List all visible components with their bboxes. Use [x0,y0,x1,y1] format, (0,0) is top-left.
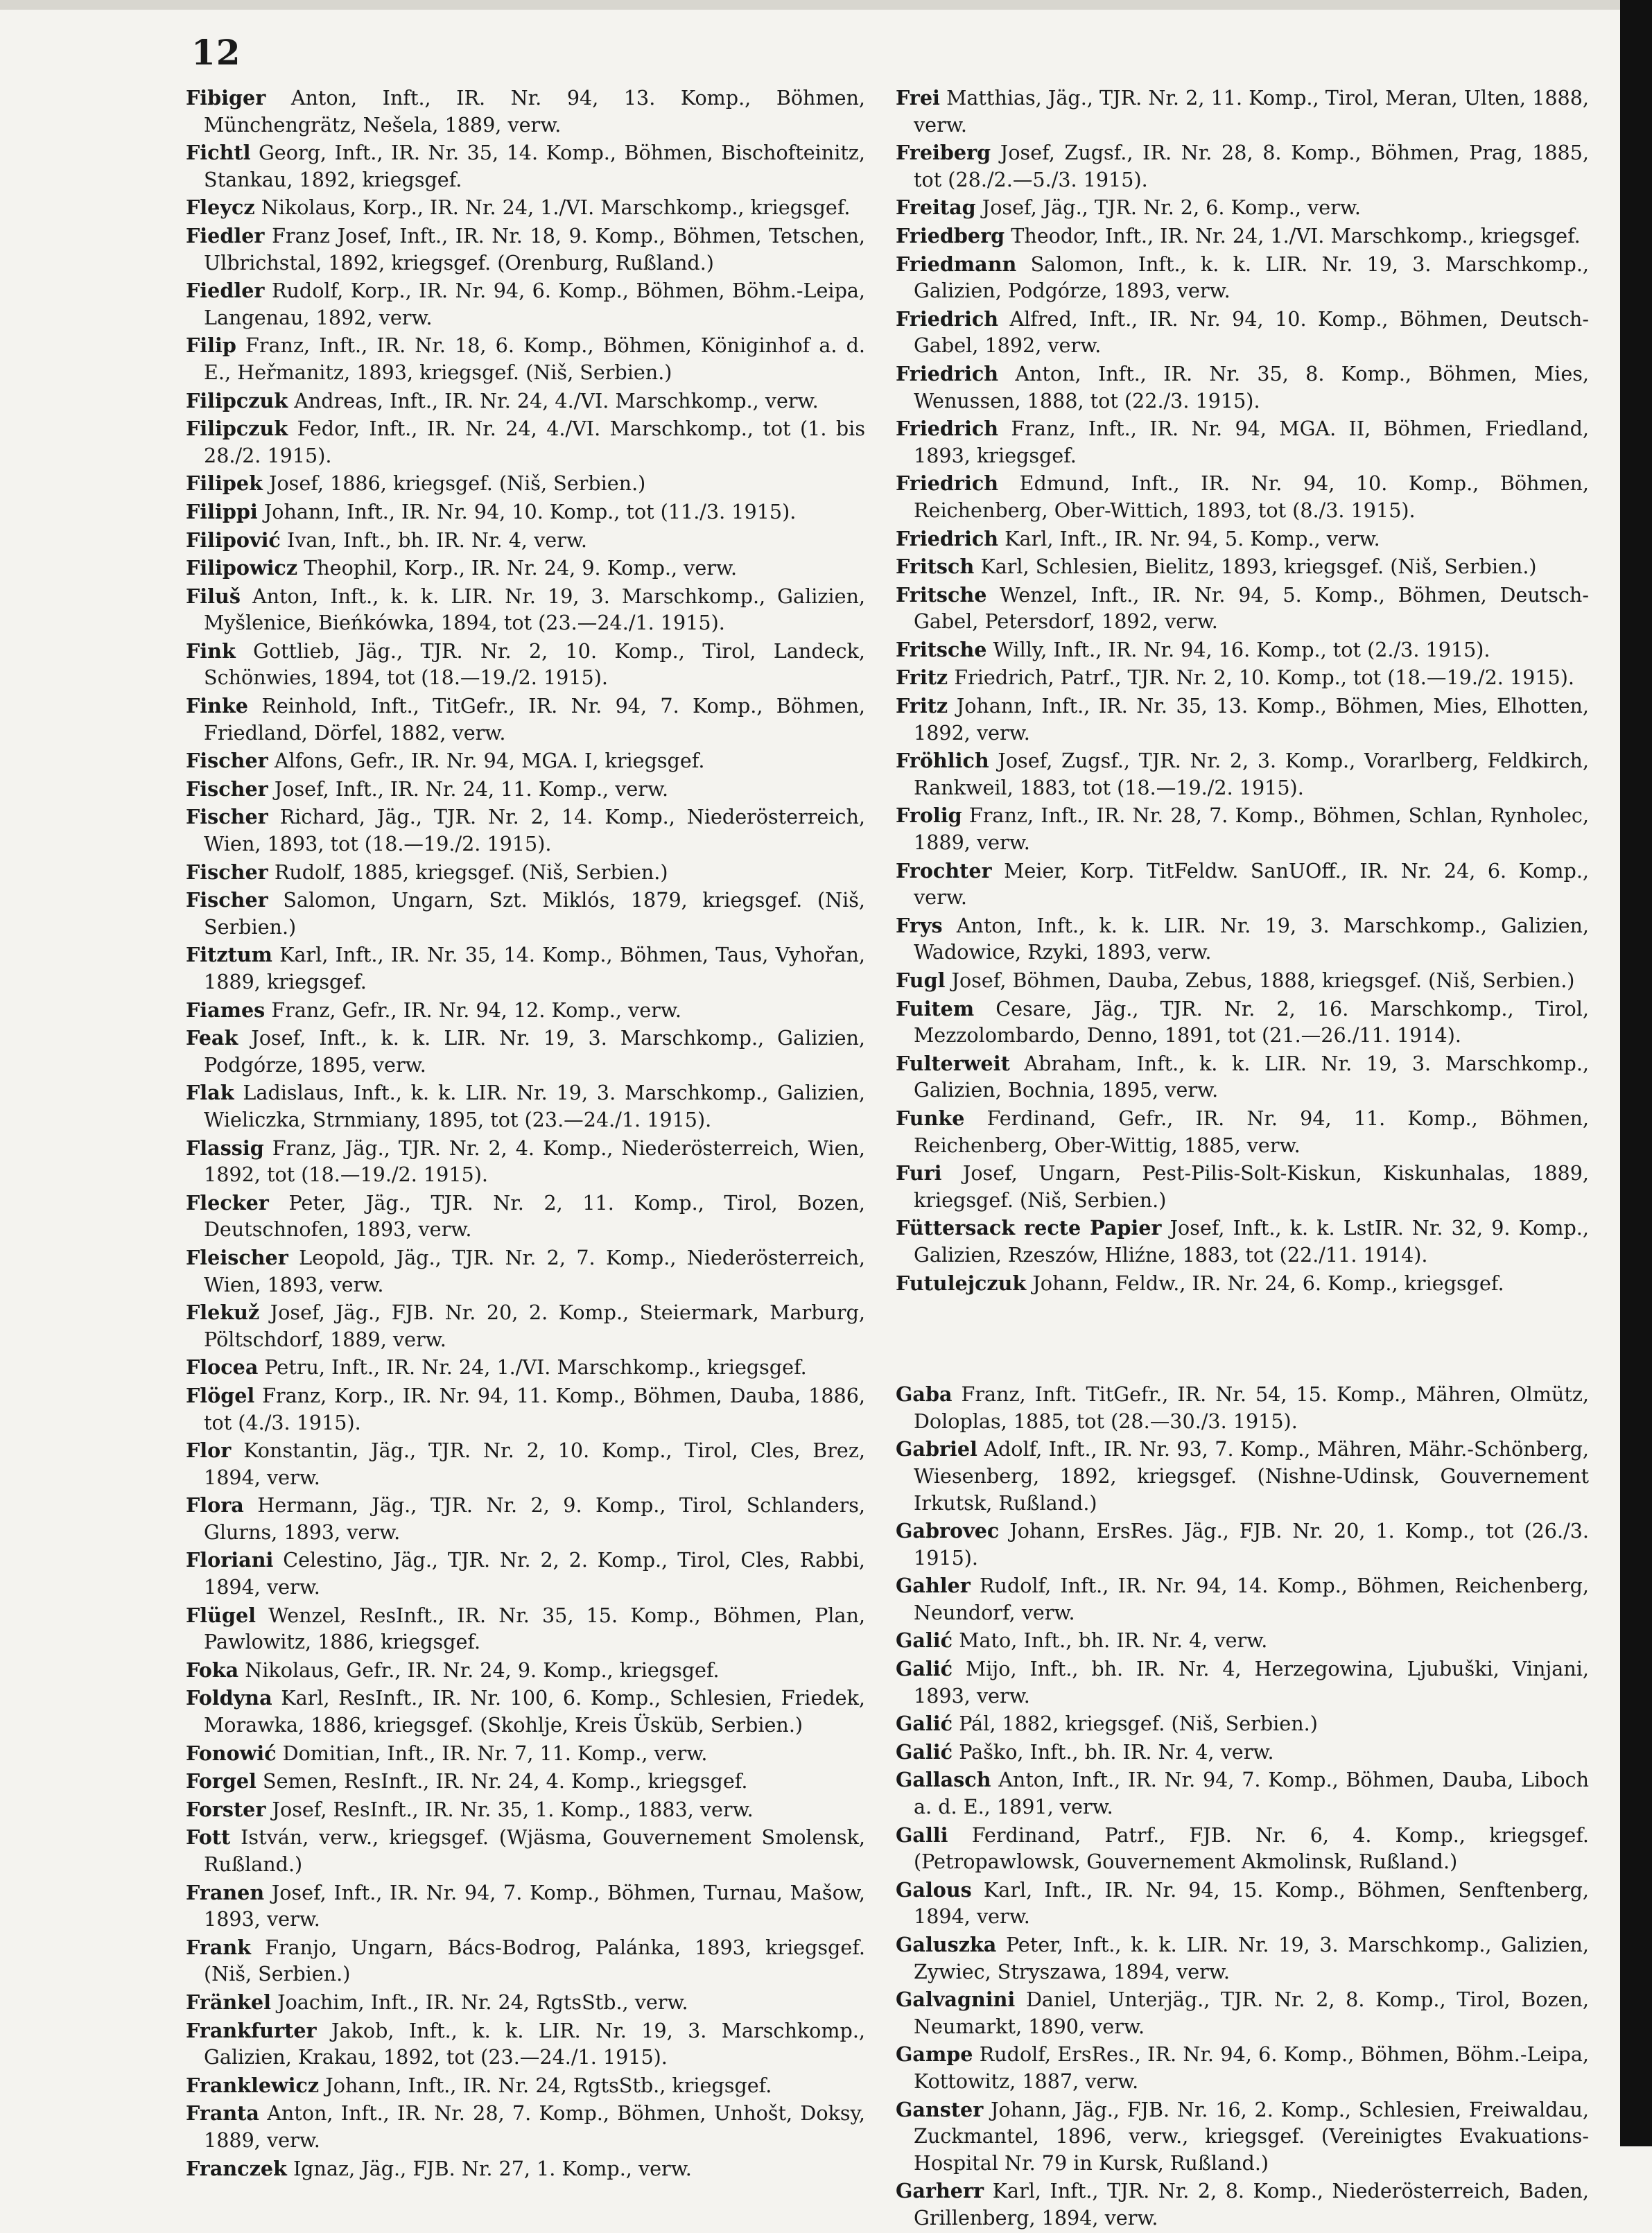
list-entry [186,1768,865,1795]
section-gap [896,1298,1589,1381]
entry-surname: Friedberg [896,223,1005,247]
list-entry [186,583,865,636]
list-entry [186,887,865,940]
list-entry [896,2041,1589,2094]
entry-surname: Friedrich [896,526,999,550]
entry-details: Anton, Inft., IR. Nr. 94, 13. Komp., Böhmen, Münchengrätz, Nešela, 1889, verw. [204,86,866,137]
entry-surname: Finke [186,694,248,718]
list-entry [186,803,865,857]
entry-details: Meier, Korp. TitFeldw. SanUOff., IR. Nr. 24, 6. Komp., verw. [914,858,1589,910]
entry-surname: Friedrich [896,361,999,385]
entry-details: Friedrich, Patrf., TJR. Nr. 2, 10. Komp., tot (18.—19./2. 1915). [954,666,1574,690]
list-entry [186,470,865,497]
entry-details: Franz, Korp., IR. Nr. 94, 11. Komp., Böhmen, Dauba, 1886, tot (4./3. 1915). [204,1383,866,1434]
entry-details: Karl, Inft., IR. Nr. 94, 5. Komp., verw. [1005,526,1380,550]
entry-surname: Floriani [186,1548,274,1572]
entry-details: Franz, Gefr., IR. Nr. 94, 12. Komp., verw. [271,998,681,1022]
entry-surname: Friedrich [896,417,999,441]
entry-details: Fedor, Inft., IR. Nr. 24, 4./VI. Marschkomp., tot (1. bis 28./2. 1915). [204,417,865,467]
entry-details: Hermann, Jäg., TJR. Nr. 2, 9. Komp., Tirol, Schlanders, Glurns, 1893, verw. [204,1493,865,1544]
entry-details: Johann, Inft., IR. Nr. 35, 13. Komp., Böhmen, Mies, Elhotten, 1892, verw. [914,694,1589,745]
entry-details: Josef, Inft., IR. Nr. 24, 11. Komp., verw. [274,776,669,801]
list-entry [186,941,865,995]
list-entry [186,1382,865,1436]
list-entry [896,664,1589,691]
list-entry [186,997,865,1024]
entry-surname: Ganster [896,2097,984,2121]
entry-details: Richard, Jäg., TJR. Nr. 2, 14. Komp., Niederösterreich, Wien, 1893, tot (18.—19./2. 1915). [204,805,866,856]
entry-surname: Frei [896,86,940,110]
list-entry [186,498,865,525]
entry-surname: Fritz [896,694,948,718]
entry-details: Rudolf, 1885, kriegsgef. (Niš, Serbien.) [274,860,668,884]
list-entry [186,1244,865,1298]
entry-details: Leopold, Jäg., TJR. Nr. 2, 7. Komp., Niederösterreich, Wien, 1893, verw. [204,1245,865,1296]
list-entry [896,1739,1589,1766]
list-entry [186,85,865,138]
entry-surname: Fleischer [186,1245,288,1269]
entry-surname: Filipek [186,471,263,496]
list-entry [896,1270,1589,1297]
right-column [896,85,1589,2233]
entry-surname: Gallasch [896,1768,991,1792]
entry-details: Reinhold, Inft., TitGefr., IR. Nr. 94, 7. Komp., Böhmen, Friedland, Dörfel, 1882, verw. [204,694,865,745]
entry-details: Karl, ResInft., IR. Nr. 100, 6. Komp., Schlesien, Friedek, Morawka, 1886, kriegsgef. (Skohlje, Kreis Üsküb, Serbien.) [204,1686,866,1737]
list-entry [186,1547,865,1600]
entry-surname: Fritz [896,666,948,690]
section-g [896,1381,1589,2231]
entry-details: Rudolf, Korp., IR. Nr. 94, 6. Komp., Böhmen, Böhm.-Leipa, Langenau, 1892, verw. [204,279,866,329]
list-entry [186,388,865,415]
entry-details: Jakob, Inft., k. k. LIR. Nr. 19, 3. Marschkomp., Galizien, Krakau, 1892, tot (23.—24./1. 1915). [204,2018,865,2069]
entry-surname: Forster [186,1797,266,1821]
entry-surname: Fröhlich [896,749,989,773]
entry-details: Karl, Inft., IR. Nr. 94, 15. Komp., Böhmen, Senftenberg, 1894, verw. [914,1877,1589,1929]
entry-surname: Franczek [186,2156,287,2180]
entry-surname: Frochter [896,858,992,883]
entry-surname: Friedrich [896,306,999,331]
list-entry [186,1989,865,2016]
entry-details: Josef, Böhmen, Dauba, Zebus, 1888, kriegsgef. (Niš, Serbien.) [951,968,1575,992]
entry-details: Alfons, Gefr., IR. Nr. 94, MGA. I, kriegsgef. [274,749,705,773]
list-entry [186,1740,865,1767]
entry-details: Joachim, Inft., IR. Nr. 24, RgtsStb., verw. [277,1990,688,2014]
entry-details: Abraham, Inft., k. k. LIR. Nr. 19, 3. Marschkomp., Galizien, Bochnia, 1895, verw. [914,1051,1589,1102]
entry-surname: Filipović [186,528,281,552]
list-entry [186,194,865,221]
list-entry [896,1381,1589,1434]
entry-surname: Fiames [186,998,266,1022]
list-entry [896,636,1589,663]
entry-surname: Fiedler [186,279,265,303]
entry-details: Alfred, Inft., IR. Nr. 94, 10. Komp., Böhmen, Deutsch-Gabel, 1892, verw. [914,306,1589,358]
entry-details: Johann, Inft., IR. Nr. 24, RgtsStb., kriegsgef. [325,2073,772,2097]
list-entry [896,2096,1589,2177]
list-entry [896,139,1589,193]
list-entry [896,1518,1589,1571]
list-entry [896,1105,1589,1158]
entry-surname: Fischer [186,860,268,884]
entry-details: Franz Josef, Inft., IR. Nr. 18, 9. Komp., Böhmen, Tetschen, Ulbrichstal, 1892, kriegsgef. (Orenburg, Rußland.) [204,223,865,275]
list-entry [186,1437,865,1491]
entry-details: Nikolaus, Gefr., IR. Nr. 24, 9. Komp., kriegsgef. [245,1658,720,1682]
entry-surname: Fuitem [896,996,975,1020]
list-entry [896,693,1589,746]
list-entry [896,996,1589,1049]
entry-details: Theodor, Inft., IR. Nr. 24, 1./VI. Marschkomp., kriegsgef. [1011,223,1581,247]
list-entry [896,747,1589,801]
list-entry [186,527,865,554]
entry-details: Josef, Jäg., FJB. Nr. 20, 2. Komp., Steiermark, Marburg, Pöltschdorf, 1889, verw. [204,1301,865,1351]
list-entry [186,1657,865,1684]
entry-details: Johann, Jäg., FJB. Nr. 16, 2. Komp., Schlesien, Freiwaldau, Zuckmantel, 1896, verw., kriegsgef. (Vereinigtes Evakuations-Hospital Nr. 79 in Kursk, Rußland.) [914,2097,1589,2175]
entry-surname: Gabriel [896,1437,977,1461]
list-entry [896,1572,1589,1626]
entry-surname: Fischer [186,776,268,801]
entry-surname: Fischer [186,888,268,912]
entry-details: Peter, Inft., k. k. LIR. Nr. 19, 3. Marschkomp., Galizien, Zywiec, Stryszawa, 1894, verw. [914,1933,1589,1983]
entry-details: Rudolf, ErsRes., IR. Nr. 94, 6. Komp., Böhmen, Böhm.-Leipa, Kottowitz, 1887, verw. [914,2042,1589,2093]
list-entry [896,912,1589,966]
entry-surname: Gampe [896,2042,973,2067]
list-entry [896,1986,1589,2040]
list-entry [186,1025,865,1078]
list-entry [896,1160,1589,1213]
scan-edge-top [0,0,1652,10]
entry-details: Franz, Inft. TitGefr., IR. Nr. 54, 15. Komp., Mähren, Olmütz, Doloplas, 1885, tot (28.—30./3. 1915). [914,1382,1589,1433]
entry-details: Karl, Inft., TJR. Nr. 2, 8. Komp., Niederösterreich, Baden, Grillenberg, 1894, verw. [914,2179,1589,2230]
entry-details: Celestino, Jäg., TJR. Nr. 2, 2. Komp., Tirol, Cles, Rabbi, 1894, verw. [204,1548,865,1599]
entry-details: Peter, Jäg., TJR. Nr. 2, 11. Komp., Tirol, Bozen, Deutschnofen, 1893, verw. [204,1190,866,1242]
entry-surname: Fonowić [186,1741,277,1765]
entry-surname: Fink [186,638,236,663]
scan-edge-right [1620,0,1652,2146]
entry-surname: Frankfurter [186,2018,317,2042]
list-entry [186,693,865,746]
list-entry [896,360,1589,414]
list-entry [186,1934,865,1988]
entry-surname: Friedmann [896,252,1017,276]
entry-surname: Franen [186,1880,265,1904]
entry-surname: Foldyna [186,1686,272,1710]
entry-surname: Feak [186,1026,238,1050]
entry-surname: Garherr [896,2179,984,2203]
list-entry [896,1822,1589,1875]
entry-surname: Fischer [186,749,268,773]
entry-details: Konstantin, Jäg., TJR. Nr. 2, 10. Komp., Tirol, Cles, Brez, 1894, verw. [204,1439,865,1489]
entry-surname: Freiberg [896,141,991,165]
left-column [186,85,865,2183]
entry-surname: Flecker [186,1190,269,1215]
entry-details: István, verw., kriegsgef. (Wjäsma, Gouvernement Smolensk, Rußland.) [204,1825,865,1876]
entry-details: Salomon, Inft., k. k. LIR. Nr. 19, 3. Marschkomp., Galizien, Podgórze, 1893, verw. [914,252,1589,303]
list-entry [186,1190,865,1243]
entry-details: Franz, Inft., IR. Nr. 18, 6. Komp., Böhmen, Königinhof a. d. E., Heřmanitz, 1893, kriegsgef. (Niš, Serbien.) [204,333,865,384]
entry-surname: Filip [186,333,236,358]
list-entry [186,638,865,691]
entry-surname: Frank [186,1935,251,1959]
list-entry [896,802,1589,855]
list-entry [186,2017,865,2071]
entry-details: Johann, Feldw., IR. Nr. 24, 6. Komp., kriegsgef. [1032,1271,1504,1295]
entry-details: Anton, Inft., k. k. LIR. Nr. 19, 3. Marschkomp., Galizien, Wadowice, Rzyki, 1893, verw. [914,913,1589,964]
entry-details: Josef, Inft., IR. Nr. 94, 7. Komp., Böhmen, Turnau, Mašow, 1893, verw. [204,1880,865,1931]
entry-details: Willy, Inft., IR. Nr. 94, 16. Komp., tot (2./3. 1915). [993,637,1490,661]
entry-surname: Flocea [186,1355,259,1380]
list-entry [896,1931,1589,1985]
entry-surname: Galić [896,1739,953,1764]
list-entry [896,858,1589,911]
entry-details: Josef, Inft., k. k. LIR. Nr. 19, 3. Marschkomp., Galizien, Podgórze, 1895, verw. [204,1026,865,1077]
entry-surname: Gabrovec [896,1519,1000,1543]
entry-details: Adolf, Inft., IR. Nr. 93, 7. Komp., Mähren, Mähr.-Schönberg, Wiesenberg, 1892, kriegsgef. (Nishne-Udinsk, Gouvernement Irkutsk, Rußland.) [914,1437,1589,1515]
list-entry [186,1492,865,1545]
entry-surname: Filipczuk [186,388,288,412]
entry-surname: Flekuž [186,1301,260,1325]
entry-surname: Galvagnini [896,1988,1016,2012]
entry-details: Karl, Inft., IR. Nr. 35, 14. Komp., Böhmen, Taus, Vyhořan, 1889, kriegsgef. [204,943,866,993]
entry-details: Ivan, Inft., bh. IR. Nr. 4, verw. [286,528,587,552]
entry-surname: Fulterweit [896,1051,1010,1075]
entry-surname: Filipczuk [186,417,288,441]
entry-surname: Galous [896,1877,972,1902]
list-entry [896,223,1589,250]
list-entry [896,1627,1589,1654]
list-entry [896,525,1589,553]
list-entry [896,194,1589,221]
list-entry [186,747,865,774]
list-entry [896,251,1589,304]
entry-surname: Flögel [186,1383,255,1407]
entry-surname: Friedrich [896,471,999,496]
entry-details: Josef, Inft., k. k. LstIR. Nr. 32, 9. Komp., Galizien, Rzeszów, Hliźne, 1883, tot (22./11. 1914). [914,1216,1589,1267]
list-entry [896,2178,1589,2231]
entry-surname: Futulejczuk [896,1271,1027,1295]
list-entry [896,582,1589,635]
entry-details: Wenzel, Inft., IR. Nr. 94, 5. Komp., Böhmen, Deutsch-Gabel, Petersdorf, 1892, verw. [914,582,1589,634]
entry-surname: Freitag [896,196,976,220]
entry-details: Andreas, Inft., IR. Nr. 24, 4./VI. Marschkomp., verw. [294,388,819,412]
entry-surname: Filuš [186,584,241,608]
section-f [896,85,1589,1296]
entry-surname: Galić [896,1628,953,1653]
entry-details: Franjo, Ungarn, Bács-Bodrog, Palánka, 1893, kriegsgef. (Niš, Serbien.) [204,1935,865,1986]
entry-details: Rudolf, Inft., IR. Nr. 94, 14. Komp., Böhmen, Reichenberg, Neundorf, verw. [914,1574,1590,1624]
entry-details: Josef, Jäg., TJR. Nr. 2, 6. Komp., verw. [982,196,1361,220]
list-entry [896,1877,1589,1930]
list-entry [896,1656,1589,1709]
entry-surname: Fritsch [896,555,975,579]
entry-details: Franz, Jäg., TJR. Nr. 2, 4. Komp., Niederösterreich, Wien, 1892, tot (18.—19./2. 1915). [204,1136,865,1187]
entry-details: Pál, 1882, kriegsgef. (Niš, Serbien.) [959,1712,1318,1736]
entry-details: Ignaz, Jäg., FJB. Nr. 27, 1. Komp., verw. [293,2156,692,2180]
list-entry [186,1354,865,1381]
list-entry [186,555,865,582]
entry-details: Ferdinand, Patrf., FJB. Nr. 6, 4. Komp., kriegsgef. (Petropawlowsk, Gouvernement Akmolinsk, Rußland.) [914,1823,1589,1874]
list-entry [186,1796,865,1823]
entry-surname: Franta [186,2101,259,2126]
list-entry [896,553,1589,580]
entry-surname: Furi [896,1161,942,1185]
entry-surname: Gahler [896,1574,971,1598]
list-entry [896,306,1589,359]
entry-details: Edmund, Inft., IR. Nr. 94, 10. Komp., Böhmen, Reichenberg, Ober-Wittich, 1893, tot (8./3. 1915). [914,471,1590,522]
entry-details: Franz, Inft., IR. Nr. 28, 7. Komp., Böhmen, Schlan, Rynholec, 1889, verw. [914,803,1589,855]
entry-surname: Fichtl [186,141,251,165]
entry-details: Anton, Inft., k. k. LIR. Nr. 19, 3. Marschkomp., Galizien, Myšlenice, Bieńkówka, 1894, tot (23.—24./1. 1915). [204,584,866,635]
entry-details: Matthias, Jäg., TJR. Nr. 2, 11. Komp., Tirol, Meran, Ulten, 1888, verw. [914,86,1589,137]
entry-surname: Fott [186,1825,231,1850]
entry-surname: Fitztum [186,943,272,967]
entry-details: Anton, Inft., IR. Nr. 35, 8. Komp., Böhmen, Mies, Wenussen, 1888, tot (22./3. 1915). [914,361,1590,412]
list-entry [896,967,1589,994]
entry-surname: Frys [896,913,943,937]
list-entry [186,1079,865,1133]
entry-details: Domitian, Inft., IR. Nr. 7, 11. Komp., verw. [282,1741,708,1765]
entry-details: Theophil, Korp., IR. Nr. 24, 9. Komp., verw. [304,556,738,580]
entry-surname: Filipowicz [186,556,298,580]
entry-details: Anton, Inft., IR. Nr. 28, 7. Komp., Böhmen, Unhošt, Doksy, 1889, verw. [204,2101,865,2152]
entry-surname: Fritsche [896,637,987,661]
entry-surname: Galić [896,1712,953,1736]
list-entry [186,1602,865,1656]
entry-surname: Fischer [186,805,268,829]
entry-surname: Filippi [186,499,258,523]
entry-details: Ferdinand, Gefr., IR. Nr. 94, 11. Komp., Böhmen, Reichenberg, Ober-Wittig, 1885, verw. [914,1106,1589,1157]
entry-details: Anton, Inft., IR. Nr. 94, 7. Komp., Böhmen, Dauba, Liboch a. d. E., 1891, verw. [914,1768,1589,1819]
list-entry [186,1824,865,1877]
entry-details: Petru, Inft., IR. Nr. 24, 1./VI. Marschkomp., kriegsgef. [264,1355,807,1380]
list-entry [896,1050,1589,1104]
entry-details: Johann, ErsRes. Jäg., FJB. Nr. 20, 1. Komp., tot (26./3. 1915). [914,1519,1589,1570]
list-entry [896,1215,1589,1268]
entry-surname: Galuszka [896,1933,997,1956]
list-entry [186,2100,865,2153]
entry-details: Mato, Inft., bh. IR. Nr. 4, verw. [959,1628,1268,1653]
entry-surname: Fleycz [186,196,255,220]
entry-surname: Fiedler [186,223,265,247]
list-entry [896,1436,1589,1516]
entry-surname: Galić [896,1657,953,1681]
list-entry [186,776,865,803]
entry-surname: Flak [186,1081,234,1105]
entry-details: Cesare, Jäg., TJR. Nr. 2, 16. Marschkomp., Tirol, Mezzolombardo, Denno, 1891, tot (21.—26./11. 1914). [914,996,1589,1048]
entry-surname: Galli [896,1823,948,1847]
entry-details: Daniel, Unterjäg., TJR. Nr. 2, 8. Komp., Tirol, Bozen, Neumarkt, 1890, verw. [914,1988,1589,2038]
list-entry [896,470,1589,523]
entry-surname: Funke [896,1106,965,1130]
list-entry [186,2155,865,2182]
entry-surname: Flor [186,1439,232,1463]
entry-surname: Forgel [186,1769,257,1793]
list-entry [186,277,865,331]
entry-surname: Flora [186,1493,244,1518]
list-entry [186,1879,865,1933]
entry-surname: Fritsche [896,582,987,607]
entry-details: Gottlieb, Jäg., TJR. Nr. 2, 10. Komp., Tirol, Landeck, Schönwies, 1894, tot (18.—19./2. 1915). [204,638,865,690]
entry-surname: Frolig [896,803,962,828]
entry-details: Nikolaus, Korp., IR. Nr. 24, 1./VI. Marschkomp., kriegsgef. [261,196,851,220]
entry-details: Franz, Inft., IR. Nr. 94, MGA. II, Böhmen, Friedland, 1893, kriegsgef. [914,417,1589,467]
list-entry [896,85,1589,138]
list-entry [896,1710,1589,1737]
entry-details: Wenzel, ResInft., IR. Nr. 35, 15. Komp., Böhmen, Plan, Pawlowitz, 1886, kriegsgef. [204,1603,866,1654]
entry-details: Josef, Ungarn, Pest-Pilis-Solt-Kiskun, Kiskunhalas, 1889, kriegsgef. (Niš, Serbien.) [914,1161,1589,1212]
entry-details: Josef, Zugsf., IR. Nr. 28, 8. Komp., Böhmen, Prag, 1885, tot (28./2.—5./3. 1915). [914,141,1590,191]
entry-details: Josef, Zugsf., TJR. Nr. 2, 3. Komp., Vorarlberg, Feldkirch, Rankweil, 1883, tot (18.—19./2. 1915). [914,749,1589,799]
entry-details: Josef, ResInft., IR. Nr. 35, 1. Komp., 1883, verw. [272,1797,754,1821]
entry-details: Ladislaus, Inft., k. k. LIR. Nr. 19, 3. Marschkomp., Galizien, Wieliczka, Strnmiany, 1895, tot (23.—24./1. 1915). [204,1081,866,1131]
list-entry [186,1299,865,1353]
entry-surname: Fugl [896,968,946,992]
entry-surname: Franklewicz [186,2073,320,2097]
entry-details: Paško, Inft., bh. IR. Nr. 4, verw. [959,1739,1274,1764]
list-entry [186,139,865,193]
list-entry [896,1766,1589,1820]
entry-details: Mijo, Inft., bh. IR. Nr. 4, Herzegowina, Ljubuški, Vinjani, 1893, verw. [914,1657,1589,1708]
entry-details: Johann, Inft., IR. Nr. 94, 10. Komp., tot (11./3. 1915). [263,499,797,523]
entry-surname: Fränkel [186,1990,272,2014]
entry-surname: Gaba [896,1382,953,1407]
list-entry [896,415,1589,469]
entry-details: Georg, Inft., IR. Nr. 35, 14. Komp., Böhmen, Bischofteinitz, Stankau, 1892, kriegsgef. [204,141,866,191]
entry-details: Semen, ResInft., IR. Nr. 24, 4. Komp., kriegsgef. [263,1769,748,1793]
list-entry [186,859,865,886]
page-number: 12 [191,32,241,73]
list-entry [186,223,865,276]
entry-details: Salomon, Ungarn, Szt. Miklós, 1879, kriegsgef. (Niš, Serbien.) [204,888,865,939]
entry-surname: Flügel [186,1603,256,1627]
entry-surname: Füttersack recte Papier [896,1216,1162,1240]
entry-details: Josef, 1886, kriegsgef. (Niš, Serbien.) [268,471,646,496]
entry-surname: Flassig [186,1136,264,1160]
entry-surname: Fibiger [186,86,266,110]
list-entry [186,2072,865,2099]
entry-surname: Foka [186,1658,239,1682]
list-entry [186,1685,865,1738]
list-entry [186,415,865,469]
list-entry [186,332,865,385]
entry-details: Karl, Schlesien, Bielitz, 1893, kriegsgef. (Niš, Serbien.) [980,555,1537,579]
list-entry [186,1135,865,1188]
